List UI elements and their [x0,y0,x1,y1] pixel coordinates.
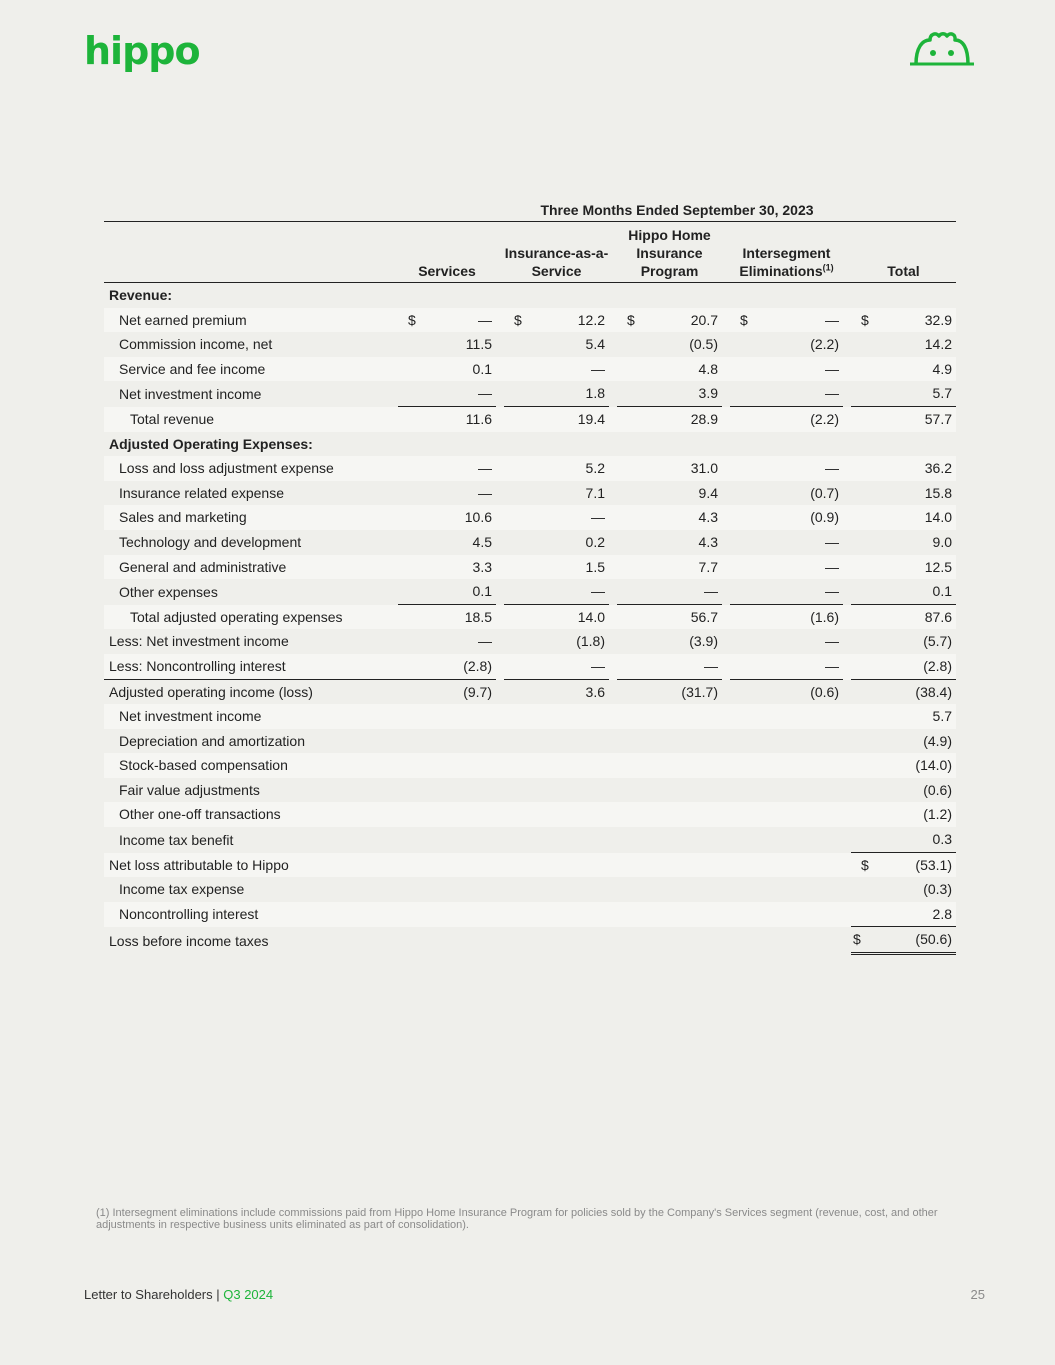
table-row: Noncontrolling interest 2.8 [104,902,956,928]
loss-before-taxes-row: Loss before income taxes $ (50.6) [104,927,956,955]
section-expenses: Adjusted Operating Expenses: [109,435,313,452]
hippo-mascot-icon [908,30,976,66]
total-expenses-row: Total adjusted operating expenses 18.5 14.0 56.7 (1.6) 87.6 [104,605,956,630]
footnote: (1) Intersegment eliminations include commissions paid from Hippo Home Insurance Program for policies sold by the Company's Services segment (revenue, cost, and other adjustments in respective business units eliminated as part of consolidation). [96,1207,938,1231]
net-loss-row: Net loss attributable to Hippo $ (53.1) [104,853,956,878]
table-row: Stock-based compensation (14.0) [104,753,956,778]
table-row: Insurance related expense — 7.1 9.4 (0.7) 15.8 [119,484,952,501]
table-row: Net investment income — 1.8 3.9 — 5.7 [104,381,956,407]
table-row: Depreciation and amortization (4.9) [119,732,952,749]
table-row: Technology and development 4.5 0.2 4.3 — 9.0 [119,533,952,550]
adjusted-operating-income-row: Adjusted operating income (loss) (9.7) 3.6 (31.7) (0.6) (38.4) [109,683,952,700]
table-row: Loss and loss adjustment expense — 5.2 31.0 — 36.2 [104,456,956,481]
table-row: Commission income, net 11.5 5.4 (0.5) (2.2) 14.2 [119,336,952,353]
footer [84,1287,273,1302]
footnote-ref: (1) [822,262,834,273]
total-revenue-row: Total revenue 11.6 19.4 28.9 (2.2) 57.7 [104,407,956,432]
page-number: 25 [970,1287,985,1302]
table-row: Net earned premium $ — $ 12.2 $ 20.7 $ — $ 32.9 [104,308,956,333]
section-revenue: Revenue: [109,287,173,303]
table-row: Other one-off transactions (1.2) [104,802,956,827]
table-row: Net investment income 5.7 [104,704,956,729]
period-header: Three Months Ended September 30, 2023 [398,199,956,222]
table-row: Income tax benefit 0.3 [104,827,956,853]
col-total: Total [851,222,956,283]
hippo-logo: hippo [84,29,200,73]
col-iaas: Insurance-as-a-Service [504,222,609,283]
segment-results-table [104,199,956,955]
table-row: Service and fee income 0.1 — 4.8 — 4.9 [104,357,956,382]
table-row: Less: Noncontrolling interest (2.8) — — — (2.8) [104,654,956,680]
table-row: Sales and marketing 10.6 — 4.3 (0.9) 14.0 [104,505,956,530]
table-row: Fair value adjustments (0.6) [119,781,952,798]
table-row: General and administrative 3.3 1.5 7.7 — 12.5 [104,555,956,580]
footer-quarter: Q3 2024 [223,1287,274,1302]
table-row: Other expenses 0.1 — — — 0.1 [104,579,956,605]
table-row: Income tax expense (0.3) [119,881,952,898]
table-row: Less: Net investment income — (1.8) (3.9) — (5.7) [109,633,952,650]
col-eliminations: Intersegment Eliminations$^{(1)}$ [730,222,843,283]
footer-text: Letter to Shareholders | [84,1287,224,1302]
col-services: Services [398,222,496,283]
col-hhip: Hippo Home Insurance Program [617,222,722,283]
